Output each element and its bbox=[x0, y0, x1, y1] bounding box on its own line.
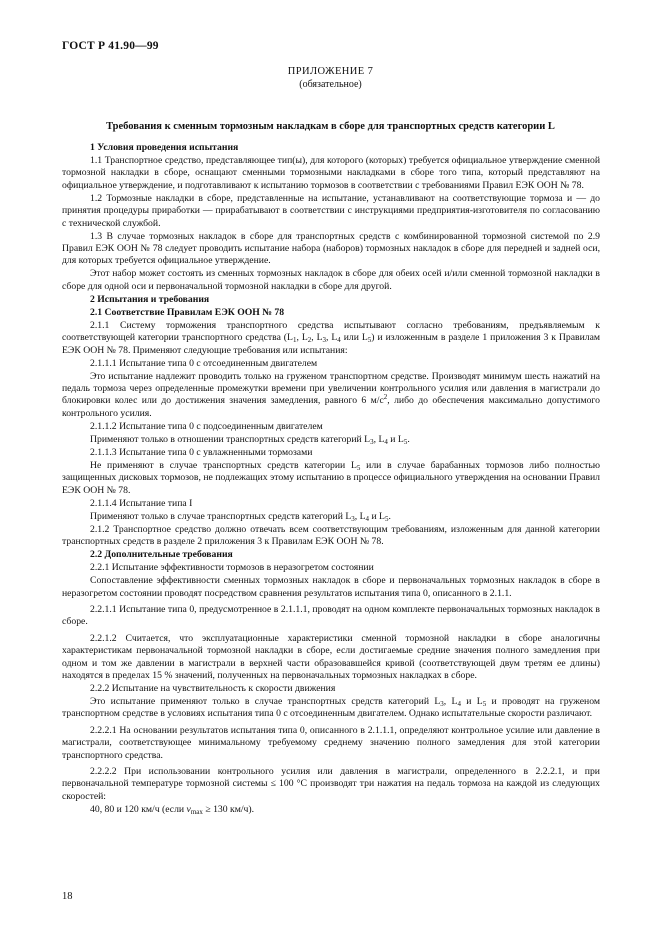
paragraph: 1.2 Тормозные накладки в сборе, представленные на испытание, устанавливают на соответствующие тормоза и — до принятия процедуры приработки — прирабатывают в соответствии с инструкциями предприятия-изготовителя по согласованию с технической службой. bbox=[62, 192, 600, 229]
paragraph: 2.2.1 Испытание эффективности тормозов в неразогретом состоянии bbox=[90, 562, 374, 574]
paragraph: Это испытание надлежит проводить только на груженом транспортном средстве. Производят минимум шесть нажатий на педаль тормоза через определенные промежутки времени при увеличении контрольного усилия или давления в магистрали до блокировки колес или до достижения значения замедления, равного 6 $м/с^2$, либо до обеспечения максимально допустимого контрольного усилия. bbox=[62, 370, 600, 419]
subsection-heading: 2.1 Соответствие Правилам ЕЭК ООН № 78 bbox=[90, 306, 285, 318]
subsection-heading: 2.2 Дополнительные требования bbox=[90, 549, 233, 561]
appendix-note: (обязательное) bbox=[299, 79, 362, 90]
paragraph: 2.1.1.4 Испытание типа I bbox=[90, 497, 193, 509]
document-body bbox=[62, 142, 600, 816]
paragraph: 2.2.1.2 Считается, что эксплуатационные характеристики сменной тормозной накладки в сборе аналогичны характеристикам первоначальной тормозной накладки в сборе, если достигаемые средние значения полного замедления при одном и том же давлении в магистрали в верхней части образовавшейся кривой (соответствующей двум третям ее длины) находятся в пределах 15 % значений, полученных на первоначальных тормозных накладках в сборе. bbox=[62, 632, 600, 681]
document-header: ГОСТ Р 41.90—99 bbox=[62, 40, 159, 52]
paragraph: Сопоставление эффективности сменных тормозных накладок в сборе и первоначальных тормозных накладок в сборе в неразогретом состоянии проводят посредством сравнения результатов испытания типа 0, описанного в 2.1.1. bbox=[62, 575, 600, 599]
paragraph: 2.1.1.3 Испытание типа 0 с увлажненными тормозами bbox=[90, 446, 313, 458]
paragraph: 40, 80 и 120 км/ч (если $v_{max} \ge 130$ км/ч). bbox=[90, 803, 255, 816]
appendix-title: Требования к сменным тормозным накладкам в сборе для транспортных средств категории L bbox=[106, 121, 555, 132]
paragraph: 2.1.2 Транспортное средство должно отвечать всем соответствующим требованиям, изложенным для данной категории транспортных средств в разделе 2 приложения 3 к Правилам ЕЭК ООН № 78. bbox=[62, 523, 600, 548]
page-number: 18 bbox=[62, 891, 73, 902]
paragraph: 1.3 В случае тормозных накладок в сборе для транспортных средств с комбинированной тормозной системой по 2.9 Правил ЕЭК ООН № 78 следует проводить испытание набора (наборов) тормозных накладок в сборе для передней и задней оси, для которых требуется официальное утверждение. bbox=[62, 230, 600, 267]
appendix-label: ПРИЛОЖЕНИЕ 7 bbox=[287, 66, 374, 77]
paragraph: Это испытание применяют только в случае транспортных средств категорий $L_3$, $L_4$ и $L_5$ и проводят на груженом транспортном средстве в условиях испытания типа 0 с отсоединенным двигателем. Однако испытательные скорости различают. bbox=[62, 695, 600, 720]
section-heading: 1 Условия проведения испытания bbox=[90, 142, 239, 153]
paragraph: 2.1.1.1 Испытание типа 0 с отсоединенным двигателем bbox=[90, 357, 318, 369]
paragraph: 1.1 Транспортное средство, представляющее тип(ы), для которого (которых) требуется официальное утверждение сменной тормозной накладки в сборе, оснащают сменными тормозными накладками в сборе того типа, который представляют на официальное утверждение, и подготавливают к испытанию тормозов в соответствии с требованиями Правил ЕЭК ООН № 78. bbox=[62, 155, 600, 191]
paragraph: 2.2.2 Испытание на чувствительность к скорости движения bbox=[90, 682, 336, 694]
paragraph: Применяют только в отношении транспортных средств категорий $L_3$, $L_4$ и $L_5$. bbox=[90, 433, 410, 446]
paragraph: Применяют только в случае транспортных средств категорий $L_3$, $L_4$ и $L_5$. bbox=[90, 510, 391, 523]
section-heading: 2 Испытания и требования bbox=[90, 293, 210, 305]
paragraph: Не применяют в случае транспортных средств категории $L_5$ или в случае барабанных тормозов либо полностью защищенных дисковых тормозов, не подлежащих этому испытанию в процессе официального утверждения на основании Правил ЕЭК ООН № 78. bbox=[62, 459, 600, 496]
paragraph: 2.2.1.1 Испытание типа 0, предусмотренное в 2.1.1.1, проводят на одном комплекте первоначальных тормозных накладок в сборе. bbox=[62, 603, 600, 628]
paragraph: 2.2.2.2 При использовании контрольного усилия или давления в магистрали, определенного в 2.2.2.1, и при первоначальной температуре тормозной системы ≤ 100 °С производят три нажатия на педаль тормоза на каждой из следующих скоростей: bbox=[62, 765, 600, 802]
paragraph: 2.2.2.1 На основании результатов испытания типа 0, описанного в 2.1.1.1, определяют контрольное усилие или давление в магистрали, соответствующее минимальному требуемому среднему значению полного замедления для этой категории транспортного средства. bbox=[62, 724, 600, 761]
paragraph: 2.1.1.2 Испытание типа 0 с подсоединенным двигателем bbox=[90, 420, 323, 432]
paragraph: Этот набор может состоять из сменных тормозных накладок в сборе для обеих осей и/или сменной тормозной накладки в сборе для одной оси и первоначальной тормозной накладки в сборе для другой. bbox=[62, 268, 600, 292]
paragraph: 2.1.1 Систему торможения транспортного средства испытывают согласно требованиям, предъявляемым к соответствующей категории транспортного средства ($L_1$, $L_2$, $L_3$, $L_4$ или $L_5$) и изложенным в разделе 1 приложения 3 к Правилам ЕЭК ООН № 78. Применяют следующие требования или испытания: bbox=[62, 319, 601, 356]
